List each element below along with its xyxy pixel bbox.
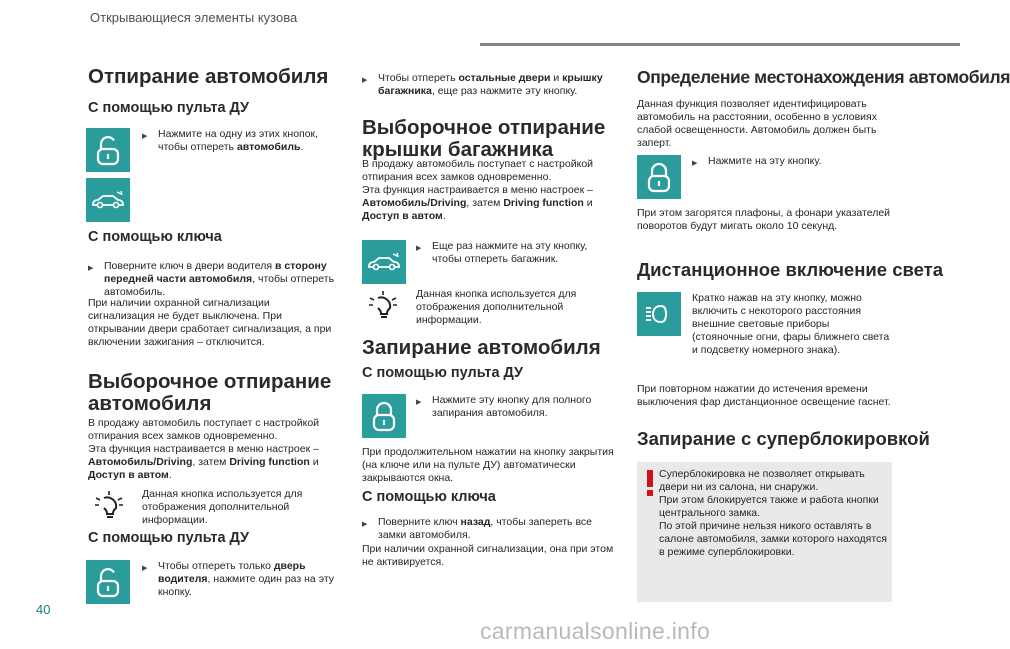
key-unlock-text: ▶ Поверните ключ в двери водителя в сторону передней части автомобиля, чтобы отпереть автомобиль. — [88, 260, 335, 298]
key-lock-text: ▶ Поверните ключ назад, чтобы запереть все замки автомобиля. — [362, 516, 592, 541]
remote-unlock-text: ▶ Нажмите на одну из этих кнопок, чтобы отпереть автомобиль. — [142, 128, 319, 153]
lighting-para2: При повторном нажатии до истечения времени выключения фар дистанционное освещение гаснет. — [637, 383, 891, 408]
info-icon — [366, 290, 400, 324]
selective-para: В продажу автомобиль поступает с настройкой отпирания всех замков одновременно. Эта функция настраивается в меню настроек – Автомобиль/Driving, затем Driving function и Доступ в автом. — [88, 417, 320, 481]
selective-remote-subtitle: С помощью пульта ДУ — [88, 530, 250, 546]
other-doors-text: ▶ Чтобы отпереть остальные двери и крышку багажника, еще раз нажмите эту кнопку. — [362, 72, 603, 97]
watermark: carmanualsonline.info — [480, 618, 711, 644]
locate-title: Определение местонахождения автомобиля — [637, 67, 1010, 87]
header-bar — [480, 43, 960, 46]
selective-title: Выборочное отпирание автомобиля — [88, 370, 332, 415]
unlock-button-icon — [86, 128, 130, 172]
lighting-title: Дистанционное включение света — [637, 259, 944, 280]
trunk-para: В продажу автомобиль поступает с настройкой отпирания всех замков одновременно. Эта функция настраивается в меню настроек – Автомобиль/Driving, затем Driving function и Доступ в автом. — [362, 158, 594, 222]
trunk-title: Выборочное отпирание крышки багажника — [362, 116, 606, 161]
locking-key-subtitle: С помощью ключа — [362, 489, 496, 505]
key-lock-para: При наличии охранной сигнализации, она при этом не активируется. — [362, 543, 614, 568]
headlamp-icon — [637, 292, 681, 336]
deadlock-note — [637, 462, 892, 602]
warning-icon — [645, 470, 655, 496]
trunk-bullet: ▶ Еще раз нажмите на эту кнопку, чтобы отпереть багажник. — [416, 240, 588, 265]
remote-subtitle: С помощью пульта ДУ — [88, 100, 250, 116]
key-alarm-text: При наличии охранной сигнализации сигнализация не будет выключена. При открывании двери сработает сигнализация, а при включении зажигания – отключится. — [88, 297, 332, 348]
car-unlock-icon — [86, 178, 130, 222]
lock-bullet: ▶ Нажмите эту кнопку для полного запирания автомобиля. — [416, 394, 592, 419]
unlocking-title: Отпирание автомобиля — [88, 65, 329, 88]
lock-windows-para: При продолжительном нажатии на кнопку закрытия (на ключе или на пульте ДУ) автоматически закрываются окна. — [362, 446, 614, 484]
key-subtitle: С помощью ключа — [88, 229, 222, 245]
page-number: 40 — [36, 602, 51, 617]
section-title: Открывающиеся элементы кузова — [90, 10, 298, 25]
lock-button-icon — [362, 394, 406, 438]
locate-para2: При этом загорятся плафоны, а фонари указателей поворотов будут мигать около 10 секунд. — [637, 207, 891, 232]
locking-title: Запирание автомобиля — [362, 336, 601, 359]
locate-para: Данная функция позволяет идентифицировать автомобиль на расстоянии, особенно в условиях слабой освещенности. Автомобиль должен быть заперт. — [637, 98, 877, 149]
info-text: Данная кнопка используется для отображения дополнительной информации. — [416, 288, 577, 326]
info-icon — [92, 490, 126, 524]
info-text: Данная кнопка используется для отображения дополнительной информации. — [142, 488, 303, 526]
unlock-button-icon — [86, 560, 130, 604]
lighting-para: Кратко нажав на эту кнопку, можно включить с некоторого расстояния внешние световые приборы (стояночные огни, фары ближнего света и подсветку номерного знака). — [692, 292, 890, 356]
car-trunk-icon — [362, 240, 406, 284]
locate-bullet: ▶ Нажмите на эту кнопку. — [692, 155, 822, 167]
deadlock-title: Запирание с суперблокировкой — [637, 428, 930, 449]
driver-door-text: ▶ Чтобы отпереть только дверь водителя, нажмите один раз на эту кнопку. — [142, 560, 334, 598]
lock-button-icon — [637, 155, 681, 199]
locking-remote-subtitle: С помощью пульта ДУ — [362, 365, 524, 381]
deadlock-note-text: Суперблокировка не позволяет открывать двери ни из салона, ни снаружи. При этом блокируется также и работа кнопки центрального замка. По этой причине нельзя никого оставлять в салоне автомобиля, замки которого находятся в режиме суперблокировки. — [659, 468, 887, 558]
